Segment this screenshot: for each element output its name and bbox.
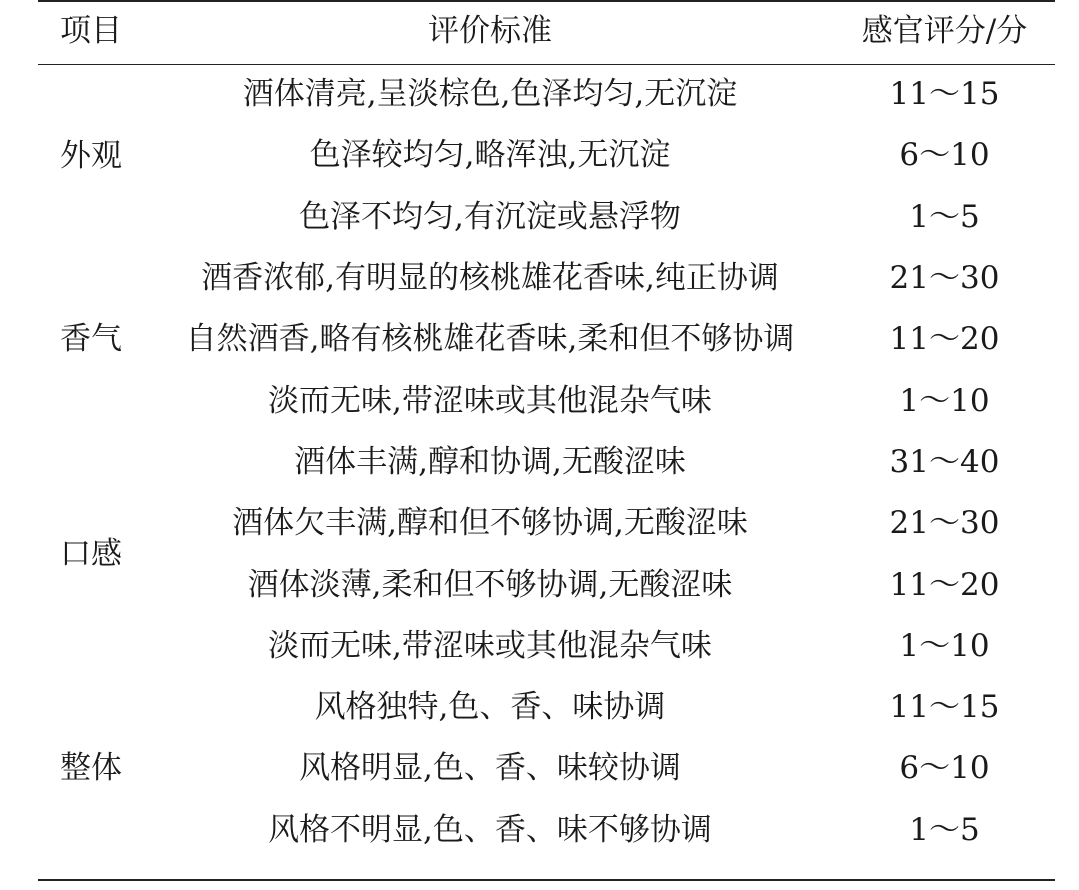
header-criterion: 评价标准: [146, 0, 834, 64]
criterion-cell: 风格明显,色、香、味较协调: [299, 750, 681, 787]
score-cell: 1～5: [909, 811, 980, 848]
item-cell: 整体: [60, 750, 122, 787]
table-bottom-rule: [38, 879, 1055, 881]
score-cell: 6～10: [899, 750, 990, 787]
criterion-cell: 酒体欠丰满,醇和但不够协调,无酸涩味: [232, 505, 748, 542]
score-cell: 11～15: [889, 689, 1000, 726]
table-row: [38, 248, 1055, 309]
criterion-cell: 色泽较均匀,略浑浊,无沉淀: [309, 137, 671, 174]
sensory-evaluation-table-container: [38, 0, 1055, 890]
score-cell: 1～10: [899, 627, 990, 664]
table-header: [38, 0, 1055, 64]
item-cell: 外观: [60, 137, 122, 174]
criterion-cell: 淡而无味,带涩味或其他混杂气味: [268, 382, 712, 419]
score-cell: 6～10: [899, 137, 990, 174]
criterion-cell: 酒体清亮,呈淡棕色,色泽均匀,无沉淀: [242, 76, 738, 113]
score-cell: 31～40: [889, 443, 1000, 480]
score-cell: 1～10: [899, 382, 990, 419]
table-body: [38, 64, 1055, 861]
criterion-cell: 酒香浓郁,有明显的核桃雄花香味,纯正协调: [201, 260, 779, 297]
table-row: [38, 677, 1055, 738]
header-row: [38, 0, 1055, 64]
score-cell: 11～20: [889, 321, 1000, 358]
table-row: [38, 738, 1055, 799]
criterion-cell: 自然酒香,略有核桃雄花香味,柔和但不够协调: [185, 321, 795, 358]
table-row: [38, 800, 1055, 861]
criterion-cell: 酒体淡薄,柔和但不够协调,无酸涩味: [247, 566, 733, 603]
table-row: [38, 554, 1055, 615]
criterion-cell: 酒体丰满,醇和协调,无酸涩味: [294, 443, 686, 480]
score-cell: 21～30: [889, 260, 1000, 297]
table-row: [38, 370, 1055, 431]
table-row: [38, 309, 1055, 370]
header-score: 感官评分/分: [834, 0, 1055, 64]
criterion-cell: 淡而无味,带涩味或其他混杂气味: [268, 627, 712, 664]
table-row: [38, 125, 1055, 186]
table-row: [38, 64, 1055, 125]
sensory-evaluation-table: [38, 0, 1055, 861]
header-item: 项目: [38, 0, 146, 64]
score-cell: 1～5: [909, 198, 980, 235]
score-cell: 11～15: [889, 76, 1000, 113]
item-cell: 香气: [60, 321, 122, 358]
table-row: [38, 432, 1055, 493]
criterion-cell: 风格不明显,色、香、味不够协调: [268, 811, 712, 848]
table-row: [38, 616, 1055, 677]
criterion-cell: 色泽不均匀,有沉淀或悬浮物: [299, 198, 681, 235]
score-cell: 21～30: [889, 505, 1000, 542]
table-row: [38, 187, 1055, 248]
item-cell: 口感: [60, 535, 122, 572]
criterion-cell: 风格独特,色、香、味协调: [314, 689, 666, 726]
score-cell: 11～20: [889, 566, 1000, 603]
table-row: [38, 493, 1055, 554]
